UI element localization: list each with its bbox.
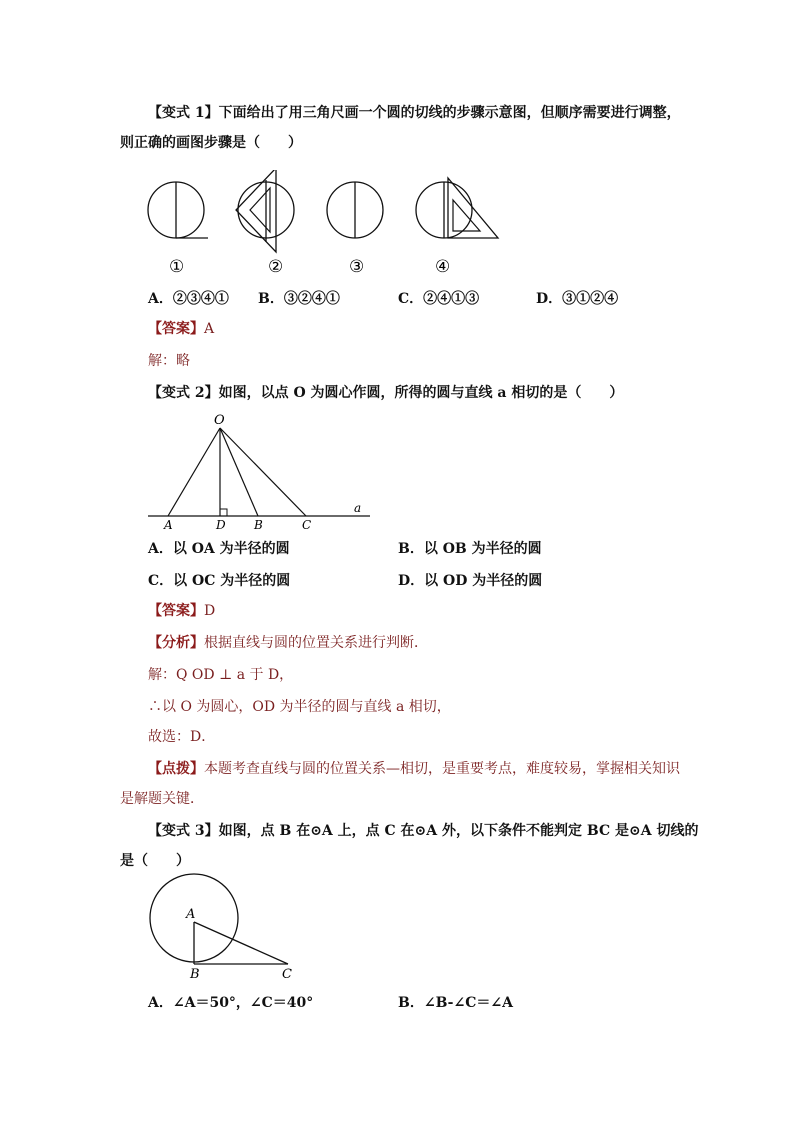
v2-answer-value: D bbox=[204, 603, 216, 619]
v2-label-d: D bbox=[216, 518, 226, 532]
v1-fig-label-1: ① bbox=[169, 257, 185, 277]
v3-option-a: A．∠A＝50°，∠C＝40° bbox=[148, 995, 314, 1011]
v1-step3-drawing bbox=[327, 182, 383, 238]
v1-fig-label-4: ④ bbox=[435, 257, 451, 277]
v2-option-a: A．以 OA 为半径的圆 bbox=[148, 541, 290, 557]
v3-question-line1: 【变式 3】如图，点 B 在⊙A 上，点 C 在⊙A 外，以下条件不能判定 BC 是⊙A 切线的 bbox=[148, 823, 699, 839]
v2-tip-tag: 【点拨】 bbox=[148, 761, 204, 777]
v2-tip bbox=[148, 760, 680, 778]
v2-solution-line2: ∴以 O 为圆心，OD 为半径的圆与直线 a 相切， bbox=[148, 699, 451, 715]
v3-label-a: A bbox=[186, 907, 196, 922]
v3-label-b: B bbox=[190, 967, 200, 982]
v2-option-d: D．以 OD 为半径的圆 bbox=[398, 573, 543, 589]
v2-geometry-figure bbox=[140, 408, 380, 532]
v1-fig-label-3: ③ bbox=[349, 257, 365, 277]
v2-tip-line2: 是解题关键． bbox=[120, 791, 204, 807]
v2-option-b: B．以 OB 为半径的圆 bbox=[398, 541, 542, 557]
v1-answer-tag: 【答案】 bbox=[148, 321, 204, 337]
v2-tip-text: 本题考查直线与圆的位置关系—相切，是重要考点，难度较易，掌握相关知识 bbox=[204, 761, 680, 777]
v2-analysis-text: 根据直线与圆的位置关系进行判断． bbox=[204, 635, 428, 651]
v2-label-c: C bbox=[302, 518, 312, 532]
v2-answer bbox=[148, 602, 215, 620]
v1-question-line1: 【变式 1】下面给出了用三角尺画一个圆的切线的步骤示意图，但顺序需要进行调整， bbox=[148, 105, 681, 121]
v3-question-line2: 是（ ） bbox=[120, 853, 190, 869]
v1-answer bbox=[148, 320, 214, 338]
v2-analysis-tag: 【分析】 bbox=[148, 635, 204, 651]
v3-label-c: C bbox=[282, 967, 292, 982]
v2-label-b: B bbox=[254, 518, 263, 532]
v3-option-b: B．∠B-∠C＝∠A bbox=[398, 995, 513, 1011]
v2-label-a: A bbox=[164, 518, 173, 532]
v1-option-b: B．③②④① bbox=[258, 291, 340, 307]
v1-step2-drawing bbox=[236, 170, 294, 252]
v1-steps-figure bbox=[140, 170, 510, 280]
v1-option-d: D．③①②④ bbox=[536, 291, 619, 307]
v1-solution: 解：略 bbox=[148, 353, 190, 369]
v2-label-line-a: a bbox=[354, 501, 362, 515]
v1-option-c: C．②④①③ bbox=[398, 291, 480, 307]
v2-question: 【变式 2】如图，以点 O 为圆心作圆，所得的圆与直线 a 相切的是（ ） bbox=[148, 385, 624, 401]
v1-fig-label-2: ② bbox=[268, 257, 284, 277]
v1-option-a: A．②③④① bbox=[148, 291, 229, 307]
v1-answer-value: A bbox=[204, 321, 215, 337]
v1-step4-drawing bbox=[416, 178, 498, 238]
v2-answer-tag: 【答案】 bbox=[148, 603, 204, 619]
v2-solution-line1: 解：Q OD ⊥ a 于 D， bbox=[148, 667, 294, 683]
v1-step1-drawing bbox=[148, 182, 208, 238]
v2-analysis bbox=[148, 634, 428, 652]
v3-geometry-figure bbox=[146, 870, 306, 982]
v2-option-c: C．以 OC 为半径的圆 bbox=[148, 573, 291, 589]
v2-solution-line3: 故选：D． bbox=[148, 729, 216, 745]
v1-question-line2: 则正确的画图步骤是（ ） bbox=[120, 135, 302, 151]
v2-label-o: O bbox=[214, 413, 225, 428]
